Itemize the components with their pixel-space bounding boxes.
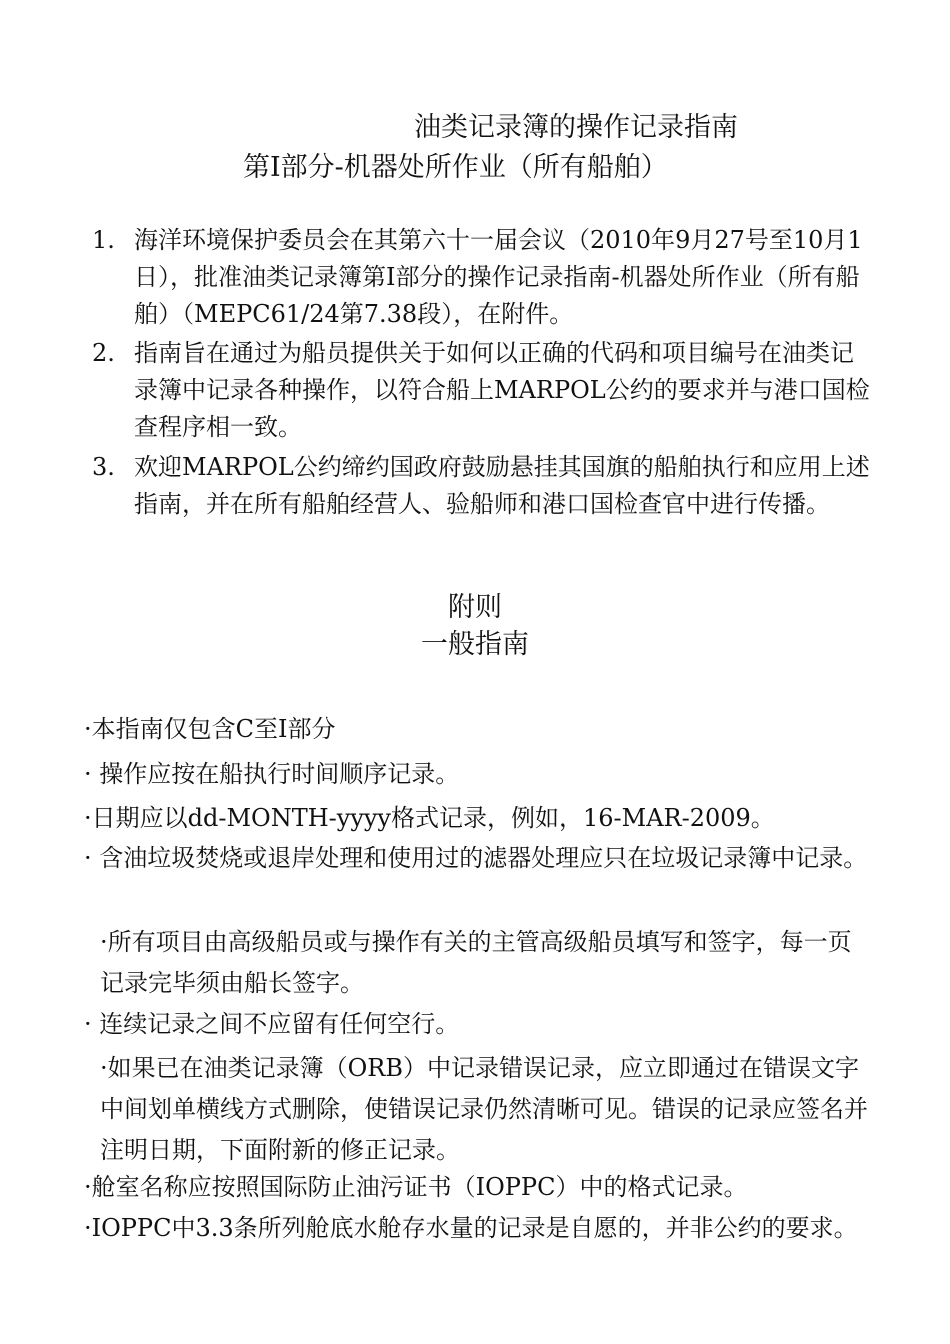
guideline-item: · 连续记录之间不应留有任何空行。 [84,1010,460,1038]
guideline-item: · 操作应按在船执行时间顺序记录。 [84,760,460,788]
annex-subheading: 一般指南 [421,629,529,660]
paragraph-number: 2. [92,339,115,367]
guideline-item: ·舱室名称应按照国际防止油污证书（IOPPC）中的格式记录。 [84,1173,748,1201]
document-subtitle: 第Ⅰ部分-机器处所作业（所有船舶） [243,152,668,183]
guideline-item: ·IOPPC中3.3条所列舱底水舱存水量的记录是自愿的，并非公约的要求。 [84,1214,858,1242]
intro-paragraph-2 [92,335,872,446]
paragraph-text: 欢迎MARPOL公约缔约国政府鼓励悬挂其国旗的船舶执行和应用上述指南，并在所有船舶经营人、验船师和港口国检查官中进行传播。 [134,453,870,518]
intro-paragraph-1 [92,222,872,333]
paragraph-text: 海洋环境保护委员会在其第六十一届会议（2010年9月27号至10月1日），批准油类记录簿第Ⅰ部分的操作记录指南-机器处所作业（所有船舶）（MEPC61/24第7.38段），在附件。 [134,226,863,328]
guideline-item: · 含油垃圾焚烧或退岸处理和使用过的滤器处理应只在垃圾记录簿中记录。 [84,844,868,872]
guideline-item: ·日期应以dd-MONTH-yyyy格式记录，例如，16-MAR-2009。 [84,804,775,832]
paragraph-number: 3. [92,453,115,481]
intro-paragraph-3 [92,449,872,523]
paragraph-text: 指南旨在通过为船员提供关于如何以正确的代码和项目编号在油类记录簿中记录各种操作，以符合船上MARPOL公约的要求并与港口国检查程序相一致。 [134,339,870,441]
guideline-item: ·如果已在油类记录簿（ORB）中记录错误记录，应立即通过在错误文字中间划单横线方式删除，使错误记录仍然清晰可见。错误的记录应签名并注明日期，下面附新的修正记录。 [100,1054,868,1164]
document-title: 油类记录簿的操作记录指南 [414,112,738,143]
annex-heading: 附则 [448,592,502,623]
guideline-item: ·所有项目由高级船员或与操作有关的主管高级船员填写和签字，每一页记录完毕须由船长签字。 [100,928,852,997]
guideline-item: ·本指南仅包含C至I部分 [84,715,336,743]
paragraph-number: 1. [92,226,115,254]
